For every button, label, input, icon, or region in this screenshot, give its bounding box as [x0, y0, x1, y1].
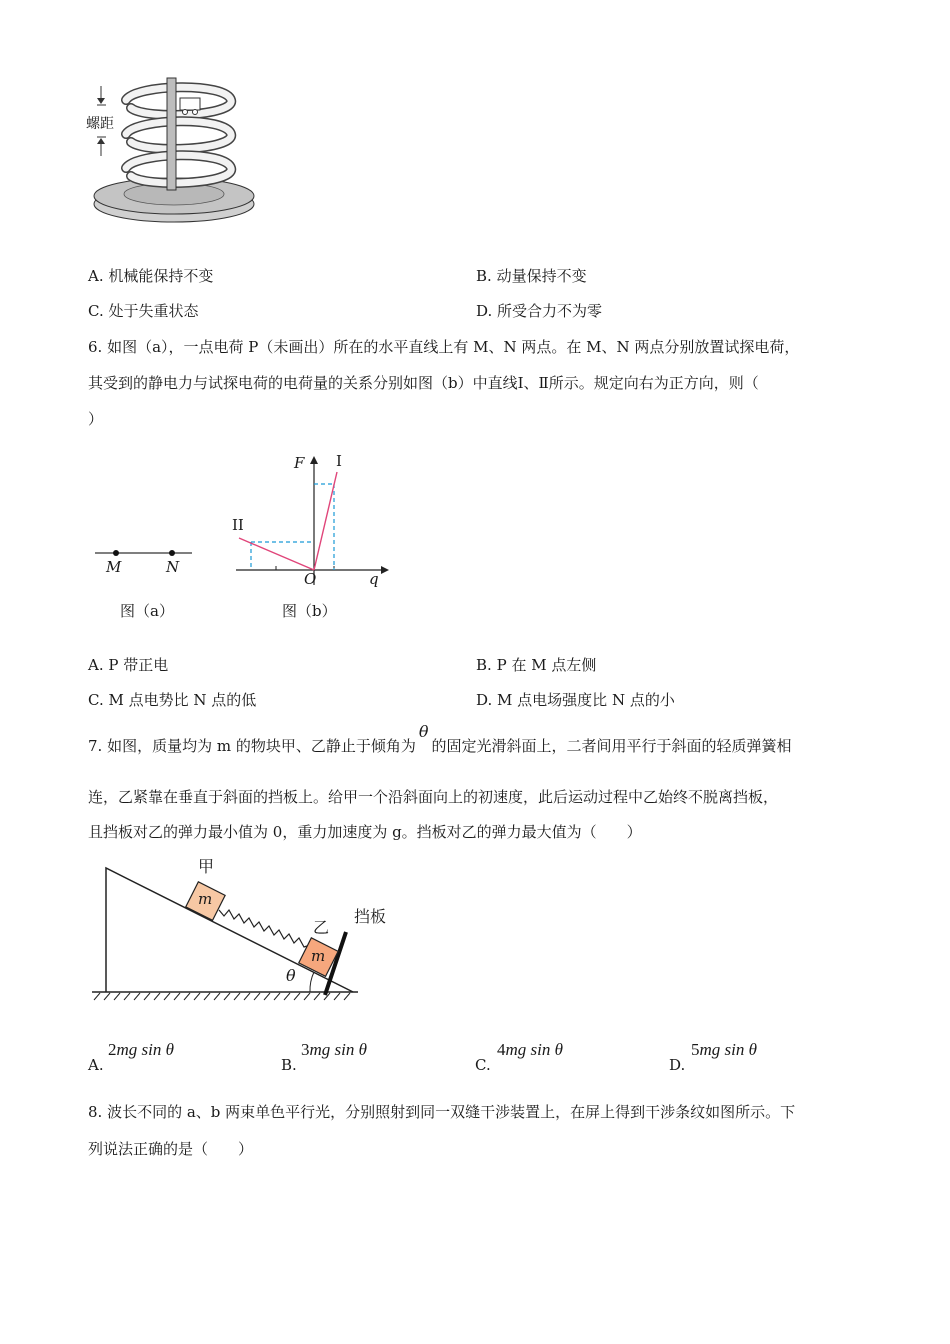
figure-a-caption: 图（a）: [120, 602, 174, 620]
line-ii-label: II: [232, 516, 244, 534]
option-expression: [691, 1040, 757, 1060]
option-key: D.: [669, 1056, 686, 1074]
option-expr: mg sin θ: [309, 1040, 367, 1059]
option-text: M 点电势比 N 点的低: [108, 691, 257, 709]
option-coef: 5: [691, 1040, 700, 1059]
q5-option-a[interactable]: [88, 265, 213, 286]
option-text: P 带正电: [108, 656, 169, 674]
q5-option-c[interactable]: [88, 300, 199, 321]
option-key: B.: [281, 1056, 297, 1074]
q7-theta-symbol: θ: [418, 722, 429, 741]
option-expression: [301, 1040, 367, 1060]
q6-option-b[interactable]: [476, 654, 596, 675]
q7-stem-part-1: 7. 如图，质量均为 m 的物块甲、乙静止于倾角为: [88, 737, 416, 755]
q7-option-d[interactable]: [669, 1038, 849, 1078]
q7-stem-line-2: 连，乙紧靠在垂直于斜面的挡板上。给甲一个沿斜面向上的初速度，此后运动过程中乙始终不脱离挡板，: [88, 788, 779, 806]
block-yi-mass: m: [311, 947, 326, 965]
q6-figure-a: [90, 540, 200, 620]
point-n-label: N: [166, 558, 180, 576]
option-key: C.: [88, 302, 104, 320]
origin-label: O: [304, 570, 317, 588]
q7-incline-figure: [88, 852, 408, 1012]
q8-stem-line-1: 8. 波长不同的 a、b 两束单色平行光，分别照射到同一双缝干涉装置上，在屏上得到干涉条纹如图所示。下: [88, 1103, 796, 1121]
q7-option-b[interactable]: [281, 1038, 461, 1078]
q7-incline-drawing: [88, 852, 408, 1012]
option-key: C.: [88, 691, 104, 709]
q5-option-d[interactable]: [476, 300, 602, 321]
spiral-slide-figure: [86, 74, 266, 224]
q7-stem-line-1: [88, 722, 792, 756]
option-key: A.: [88, 656, 104, 674]
q7-option-c[interactable]: [475, 1038, 655, 1078]
q7-stem-part-2: 的固定光滑斜面上，二者间用平行于斜面的轻质弹簧相: [431, 737, 792, 755]
board-label: 挡板: [354, 907, 387, 926]
option-coef: 4: [497, 1040, 506, 1059]
option-key: B.: [476, 656, 492, 674]
figure-b-caption: 图（b）: [282, 602, 337, 620]
option-expr: mg sin θ: [505, 1040, 563, 1059]
spiral-slide-drawing: [86, 74, 266, 224]
option-expr: mg sin θ: [116, 1040, 174, 1059]
point-m-label: M: [106, 558, 122, 576]
axis-q-label: q: [369, 570, 379, 588]
q7-option-a[interactable]: [88, 1038, 268, 1078]
block-yi-label: 乙: [313, 918, 330, 937]
q6-option-d[interactable]: [476, 689, 675, 710]
q8-stem-line-2: 列说法正确的是（ ）: [88, 1140, 254, 1158]
option-text: 机械能保持不变: [108, 267, 214, 285]
pitch-label: 螺距: [86, 116, 114, 132]
block-jia-label: 甲: [198, 857, 215, 876]
option-text: 所受合力不为零: [497, 302, 603, 320]
q6-figure-b: [226, 450, 396, 625]
option-key: D.: [476, 691, 493, 709]
option-text: P 在 M 点左侧: [496, 656, 597, 674]
axis-f-label: F: [294, 454, 305, 472]
option-expression: [497, 1040, 563, 1060]
option-key: A.: [88, 1056, 104, 1074]
option-expression: [108, 1040, 174, 1060]
option-text: M 点电场强度比 N 点的小: [497, 691, 675, 709]
option-text: 处于失重状态: [108, 302, 199, 320]
option-coef: 2: [108, 1040, 117, 1059]
line-i-label: I: [336, 452, 342, 470]
q6-stem-line-3: ）: [88, 410, 104, 428]
option-expr: mg sin θ: [699, 1040, 757, 1059]
angle-theta-label: θ: [286, 966, 296, 985]
q6-stem-line-1: 6. 如图（a），一点电荷 P（未画出）所在的水平直线上有 M、N 两点。在 M、N 两点分别放置试探电荷，: [88, 338, 800, 356]
option-key: A.: [88, 267, 104, 285]
option-coef: 3: [301, 1040, 310, 1059]
q7-stem-line-3: 且挡板对乙的弹力最小值为 0，重力加速度为 g。挡板对乙的弹力最大值为（ ）: [88, 823, 642, 841]
block-jia-mass: m: [198, 890, 213, 908]
option-key: B.: [476, 267, 492, 285]
q5-option-b[interactable]: [476, 265, 587, 286]
q6-option-c[interactable]: [88, 689, 256, 710]
option-text: 动量保持不变: [496, 267, 587, 285]
option-key: D.: [476, 302, 493, 320]
option-key: C.: [475, 1056, 491, 1074]
q6-stem-line-2: 其受到的静电力与试探电荷的电荷量的关系分别如图（b）中直线Ⅰ、Ⅱ所示。规定向右为正方向，则（: [88, 374, 759, 392]
q6-option-a[interactable]: [88, 654, 168, 675]
